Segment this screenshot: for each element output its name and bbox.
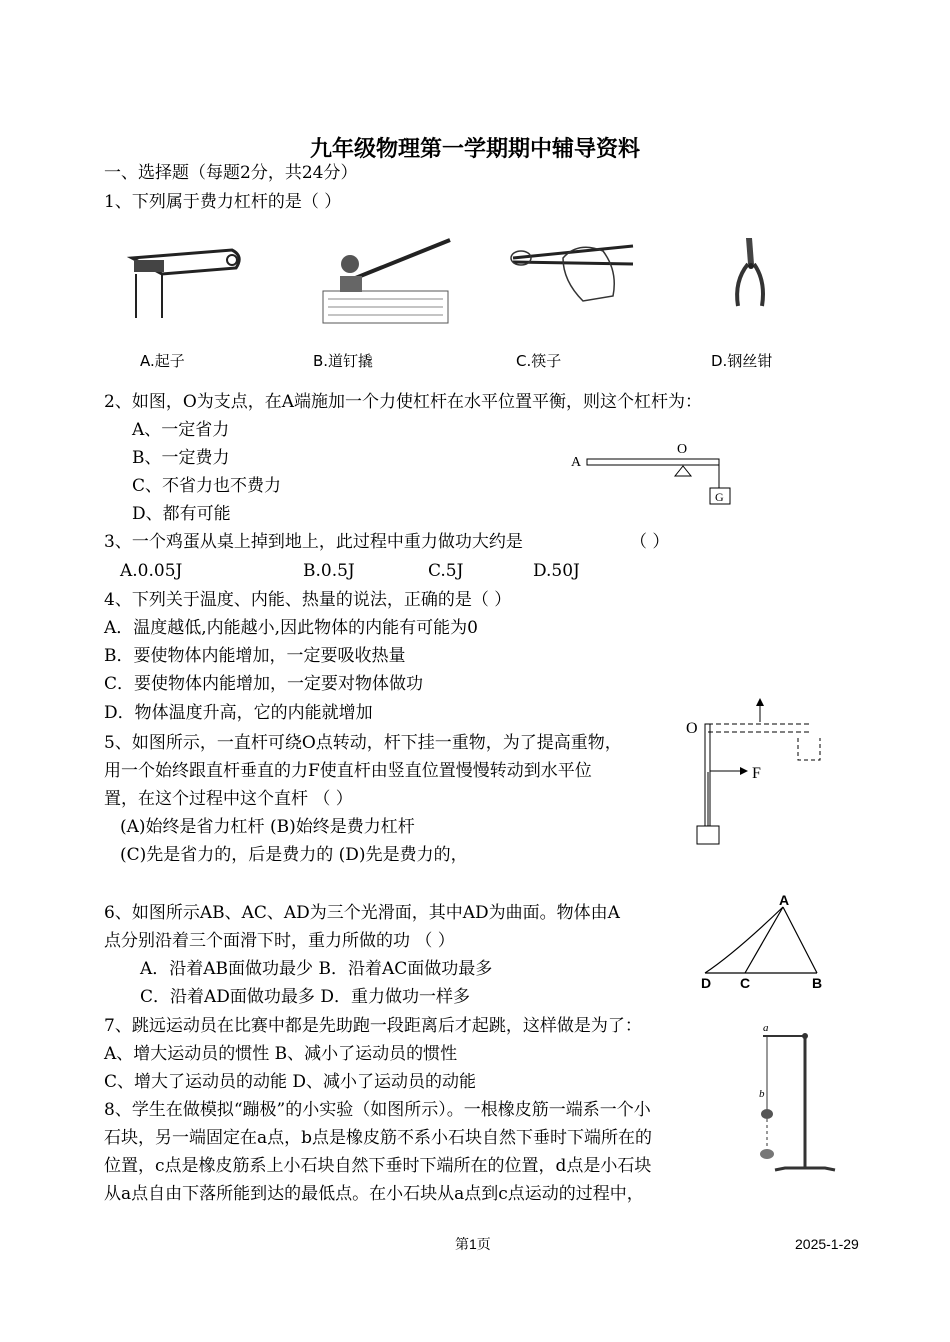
- option: A．温度越低,内能越小,因此物体的内能有可能为0: [104, 618, 478, 638]
- question-6-line: 点分别沿着三个面滑下时，重力所做的功 （ ）: [104, 931, 455, 951]
- option: (A)始终是省力杠杆 (B)始终是费力杠杆: [120, 817, 415, 837]
- option: B．要使物体内能增加，一定要吸收热量: [104, 646, 406, 666]
- plane-label-c: C: [740, 975, 751, 991]
- lever-label-a: A: [571, 455, 582, 470]
- footer-date: 2025-1-29: [795, 1236, 859, 1252]
- option: D、都有可能: [132, 504, 231, 524]
- question-8-line: 石块，另一端固定在a点，b点是橡皮筋不系小石块自然下垂时下端所在的: [104, 1128, 653, 1148]
- chopsticks-figure: [503, 236, 638, 311]
- question-6-line: 6、如图所示AB、AC、AD为三个光滑面，其中AD为曲面。物体由A: [104, 903, 620, 923]
- question-5-line: 用一个始终跟直杆垂直的力F使直杆由竖直位置慢慢转动到水平位: [104, 761, 592, 781]
- question-8-line: 位置，c点是橡皮筋系上小石块自然下垂时下端所在的位置，d点是小石块: [104, 1156, 652, 1176]
- rotating-rod-figure: [680, 690, 830, 850]
- bungee-label-b: b: [759, 1088, 765, 1100]
- caption-a: A.起子: [140, 352, 185, 370]
- question-7-stem: 7、跳远运动员在比赛中都是先助跑一段距离后才起跳，这样做是为了：: [104, 1016, 642, 1036]
- bungee-label-a: a: [763, 1022, 769, 1034]
- question-4-stem: 4、下列关于温度、内能、热量的说法，正确的是（ ）: [104, 590, 512, 610]
- plane-label-d: D: [701, 975, 712, 991]
- question-2-stem: 2、如图，O为支点，在A端施加一个力使杠杆在水平位置平衡，则这个杠杆为：: [104, 392, 703, 412]
- option: D.50J: [533, 561, 580, 581]
- question-5-line: 5、如图所示，一直杆可绕O点转动，杆下挂一重物，为了提高重物，: [104, 733, 622, 753]
- question-8-line: 从a点自由下落所能到达的最低点。在小石块从a点到c点运动的过程中，: [104, 1184, 644, 1204]
- option: C、不省力也不费力: [132, 476, 282, 496]
- page-number: 第1页: [455, 1236, 491, 1252]
- lever-label-g: G: [715, 490, 724, 504]
- plane-label-b: B: [812, 975, 823, 991]
- option: B.0.5J: [303, 561, 355, 581]
- answer-paren: （ ）: [630, 532, 670, 552]
- spike-bar-figure: [318, 236, 458, 326]
- option: C．要使物体内能增加，一定要对物体做功: [104, 674, 424, 694]
- rod-label-f: F: [752, 765, 761, 782]
- question-5-line: 置，在这个过程中这个直杆 （ ）: [104, 789, 353, 809]
- option: C.5J: [428, 561, 464, 581]
- page-title: 九年级物理第一学期期中辅导资料: [309, 137, 640, 162]
- plane-label-a: A: [779, 893, 790, 908]
- option: (C)先是省力的，后是费力的 (D)先是费力的，: [120, 845, 468, 865]
- question-8-line: 8、学生在做模拟“蹦极”的小实验（如图所示）。一根橡皮筋一端系一个小: [104, 1100, 651, 1120]
- option: B、一定费力: [132, 448, 230, 468]
- option: D．物体温度升高，它的内能就增加: [104, 703, 373, 723]
- option: A、一定省力: [132, 420, 230, 440]
- question-1-stem: 1、下列属于费力杠杆的是（ ）: [104, 192, 342, 212]
- option: A、增大运动员的惯性 B、减小了运动员的惯性: [104, 1044, 458, 1064]
- caption-c: C.筷子: [516, 352, 562, 370]
- caption-b: B.道钉撬: [313, 352, 374, 370]
- option: A.0.05J: [120, 561, 183, 581]
- bungee-experiment-figure: [745, 1020, 840, 1180]
- pliers-figure: [726, 236, 776, 311]
- bottle-opener-figure: [122, 238, 247, 323]
- option: A．沿着AB面做功最少 B．沿着AC面做功最多: [140, 959, 493, 979]
- rod-label-o: O: [686, 720, 698, 737]
- lever-label-o: O: [677, 442, 688, 457]
- section-heading: 一、选择题（每题2分，共24分）: [104, 163, 358, 183]
- caption-d: D.钢丝钳: [711, 352, 773, 370]
- option: C、增大了运动员的动能 D、减小了运动员的动能: [104, 1072, 477, 1092]
- option: C．沿着AD面做功最多 D．重力做功一样多: [140, 987, 470, 1007]
- question-3-stem: 3、一个鸡蛋从桌上掉到地上，此过程中重力做功大约是: [104, 532, 523, 552]
- inclined-planes-figure: [695, 893, 830, 993]
- lever-figure: [565, 440, 740, 510]
